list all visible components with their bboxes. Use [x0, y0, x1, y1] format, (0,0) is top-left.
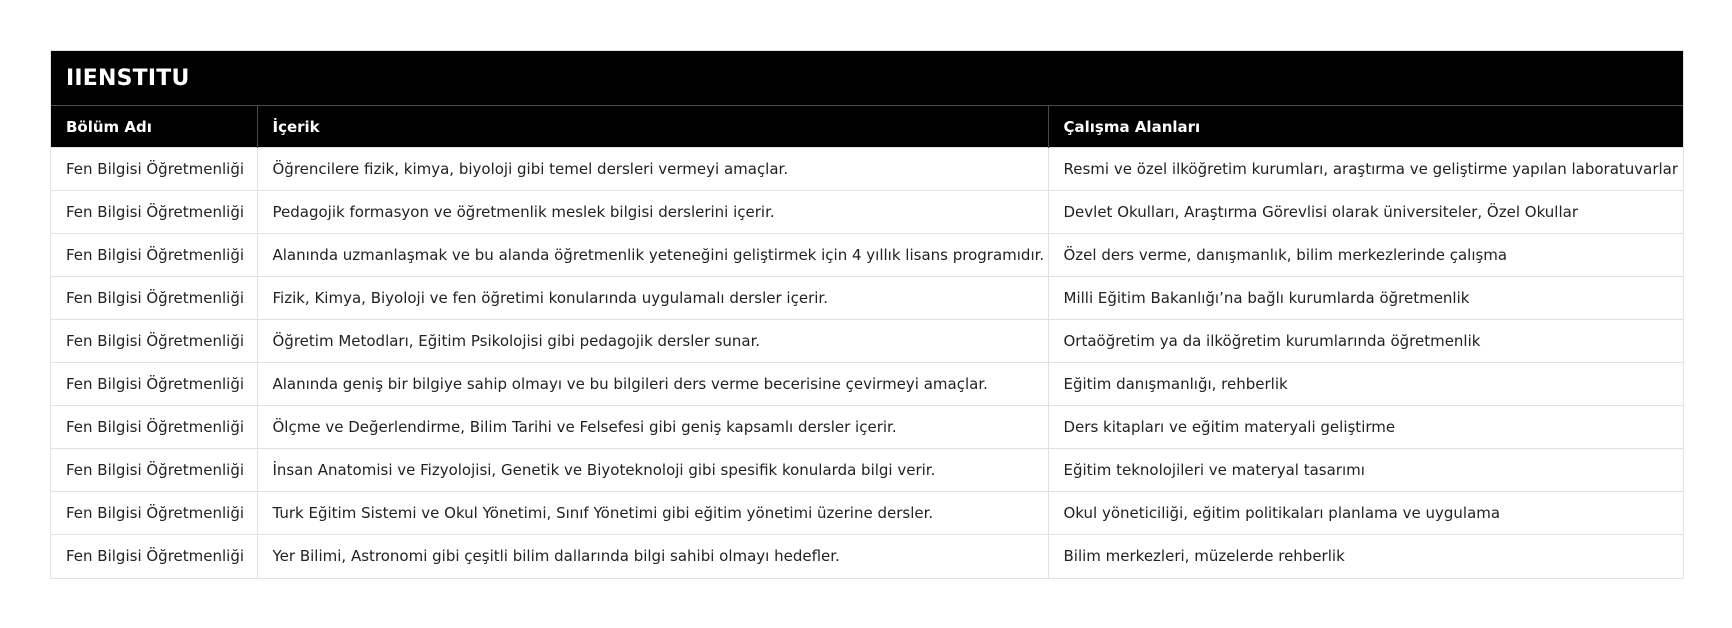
cell-work-areas: Devlet Okulları, Araştırma Görevlisi olarak üniversiteler, Özel Okullar	[1048, 191, 1683, 234]
table-title: IIENSTITU	[51, 51, 1683, 105]
cell-department: Fen Bilgisi Öğretmenliği	[51, 234, 257, 277]
cell-work-areas: Okul yöneticiliği, eğitim politikaları planlama ve uygulama	[1048, 492, 1683, 535]
cell-department: Fen Bilgisi Öğretmenliği	[51, 320, 257, 363]
cell-work-areas: Eğitim teknolojileri ve materyal tasarımı	[1048, 449, 1683, 492]
cell-content: Fizik, Kimya, Biyoloji ve fen öğretimi konularında uygulamalı dersler içerir.	[257, 277, 1048, 320]
column-header-department: Bölüm Adı	[51, 106, 257, 148]
cell-content: Yer Bilimi, Astronomi gibi çeşitli bilim dallarında bilgi sahibi olmayı hedefler.	[257, 535, 1048, 578]
table-row	[51, 148, 1683, 191]
table-row	[51, 320, 1683, 363]
cell-department: Fen Bilgisi Öğretmenliği	[51, 535, 257, 578]
cell-content: Alanında geniş bir bilgiye sahip olmayı ve bu bilgileri ders verme becerisine çevirmeyi amaçlar.	[257, 363, 1048, 406]
cell-department: Fen Bilgisi Öğretmenliği	[51, 277, 257, 320]
cell-department: Fen Bilgisi Öğretmenliği	[51, 363, 257, 406]
column-header-content: İçerik	[257, 106, 1048, 148]
cell-department: Fen Bilgisi Öğretmenliği	[51, 449, 257, 492]
cell-content: Pedagojik formasyon ve öğretmenlik meslek bilgisi derslerini içerir.	[257, 191, 1048, 234]
cell-work-areas: Ders kitapları ve eğitim materyali geliştirme	[1048, 406, 1683, 449]
table-row	[51, 191, 1683, 234]
data-table-container	[50, 50, 1684, 579]
column-header-work-areas: Çalışma Alanları	[1048, 106, 1683, 148]
cell-work-areas: Bilim merkezleri, müzelerde rehberlik	[1048, 535, 1683, 578]
cell-content: İnsan Anatomisi ve Fizyolojisi, Genetik ve Biyoteknoloji gibi spesifik konularda bilgi verir.	[257, 449, 1048, 492]
cell-work-areas: Milli Eğitim Bakanlığı’na bağlı kurumlarda öğretmenlik	[1048, 277, 1683, 320]
cell-work-areas: Ortaöğretim ya da ilköğretim kurumlarında öğretmenlik	[1048, 320, 1683, 363]
table-row	[51, 406, 1683, 449]
table-body	[51, 148, 1683, 578]
header-row	[51, 106, 1683, 148]
cell-content: Öğretim Metodları, Eğitim Psikolojisi gibi pedagojik dersler sunar.	[257, 320, 1048, 363]
cell-department: Fen Bilgisi Öğretmenliği	[51, 191, 257, 234]
cell-content: Ölçme ve Değerlendirme, Bilim Tarihi ve Felsefesi gibi geniş kapsamlı dersler içerir.	[257, 406, 1048, 449]
cell-content: Alanında uzmanlaşmak ve bu alanda öğretmenlik yeteneğini geliştirmek için 4 yıllık lisans programıdır.	[257, 234, 1048, 277]
table-header	[51, 106, 1683, 148]
table-row	[51, 449, 1683, 492]
cell-department: Fen Bilgisi Öğretmenliği	[51, 492, 257, 535]
table-row	[51, 492, 1683, 535]
cell-content: Turk Eğitim Sistemi ve Okul Yönetimi, Sınıf Yönetimi gibi eğitim yönetimi üzerine dersler.	[257, 492, 1048, 535]
table-row	[51, 363, 1683, 406]
table-row	[51, 535, 1683, 578]
cell-content: Öğrencilere fizik, kimya, biyoloji gibi temel dersleri vermeyi amaçlar.	[257, 148, 1048, 191]
cell-department: Fen Bilgisi Öğretmenliği	[51, 406, 257, 449]
cell-work-areas: Özel ders verme, danışmanlık, bilim merkezlerinde çalışma	[1048, 234, 1683, 277]
table-row	[51, 234, 1683, 277]
cell-department: Fen Bilgisi Öğretmenliği	[51, 148, 257, 191]
table-row	[51, 277, 1683, 320]
cell-work-areas: Resmi ve özel ilköğretim kurumları, araştırma ve geliştirme yapılan laboratuvarlar	[1048, 148, 1683, 191]
cell-work-areas: Eğitim danışmanlığı, rehberlik	[1048, 363, 1683, 406]
data-table	[51, 105, 1683, 578]
